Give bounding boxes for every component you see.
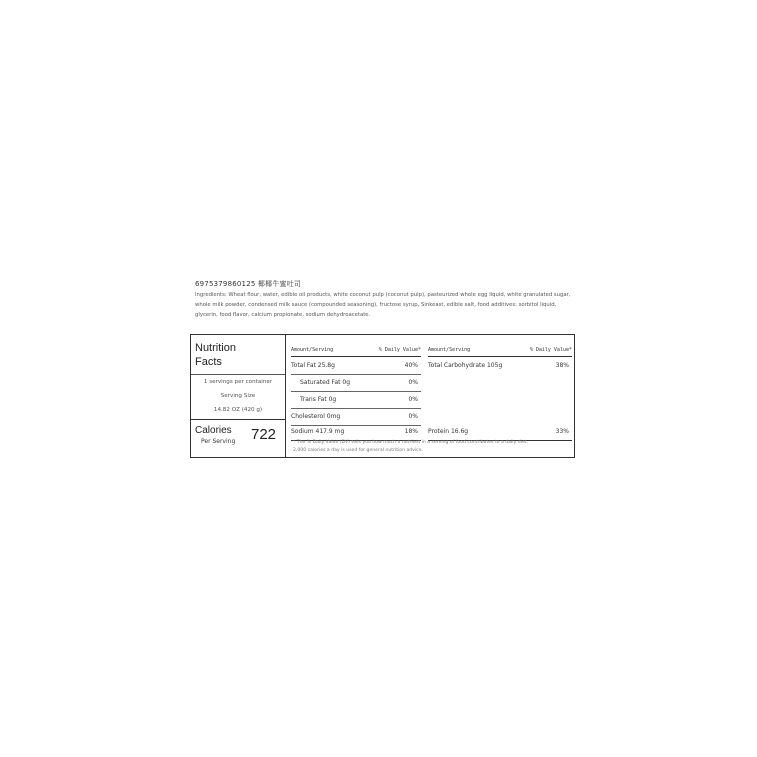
nutrient-row [428,358,572,374]
nutrient-dv: 18% [404,428,418,435]
footnote-line-2: 2,000 calories a day is used for general nutrition advice. [293,447,423,453]
amount-serving-header: Amount/Serving [291,347,334,353]
nutrient-dv: 0% [408,413,418,420]
calories-label: Calories [195,425,232,436]
calories-value: 722 [251,426,277,443]
nutrition-facts-panel [190,334,575,458]
title-line-1: Nutrition [195,342,236,354]
servings-per-container: 1 servings per container [203,379,273,385]
nutrient-name: Protein 16.6g [428,428,469,435]
nutrient-name: Saturated Fat 0g [300,379,351,386]
daily-value-header: % Daily Value* [378,347,421,353]
nutrient-row [291,358,421,375]
title-line-2: Facts [195,356,222,368]
nutrient-name: Cholesterol 0mg [291,413,341,420]
ingredients-text: Ingredients: Wheat flour, water, edible oil products, white coconut pulp (coconut pulp), pasteurized whole egg liquid, white granulated sugar, whole milk powder, condensed milk sauce (compounded seasoning), fructose syrup, Sinkeast, edible salt, food additives: sorbitol liquid, glycerin, food flavor, calcium propionate, sodium dehydroacetate. [195,292,571,318]
product-code-name: 6975379860125 椰椰牛蜜吐司 [195,280,302,288]
daily-value-header: % Daily Value* [529,347,572,353]
nutrient-row [291,392,421,409]
nutrient-name: Total Carbohydrate 105g [428,362,503,369]
nutrient-dv: 0% [408,379,418,386]
nutrient-dv: 0% [408,396,418,403]
daily-value-footnote [293,439,571,454]
nutrient-dv: 38% [555,362,569,369]
nutrient-name: Trans Fat 0g [300,396,337,403]
footnote-line-1: * The % Daily Value (DV) tells you how much a nutrient in a serving of food contributes to a daily diet. [293,440,529,445]
nutrient-dv: 40% [404,362,418,369]
nutrition-facts-title [195,341,236,369]
nutrient-name: Sodium 417.9 mg [291,428,345,435]
column-header [291,347,421,357]
calories-block [191,419,285,458]
nutrient-row [291,375,421,392]
per-serving-label: Per Serving [201,438,236,445]
nutrient-dv: 33% [555,428,569,435]
column-header [428,347,572,357]
nutrition-label [186,272,579,458]
serving-size-label: Serving Size [220,393,256,399]
serving-info [191,374,285,417]
amount-serving-header: Amount/Serving [428,347,471,353]
nutrient-name: Total Fat 25.8g [291,362,335,369]
serving-size-value: 14.82 OZ (420 g) [213,407,263,413]
nutrition-summary-column [191,335,286,457]
